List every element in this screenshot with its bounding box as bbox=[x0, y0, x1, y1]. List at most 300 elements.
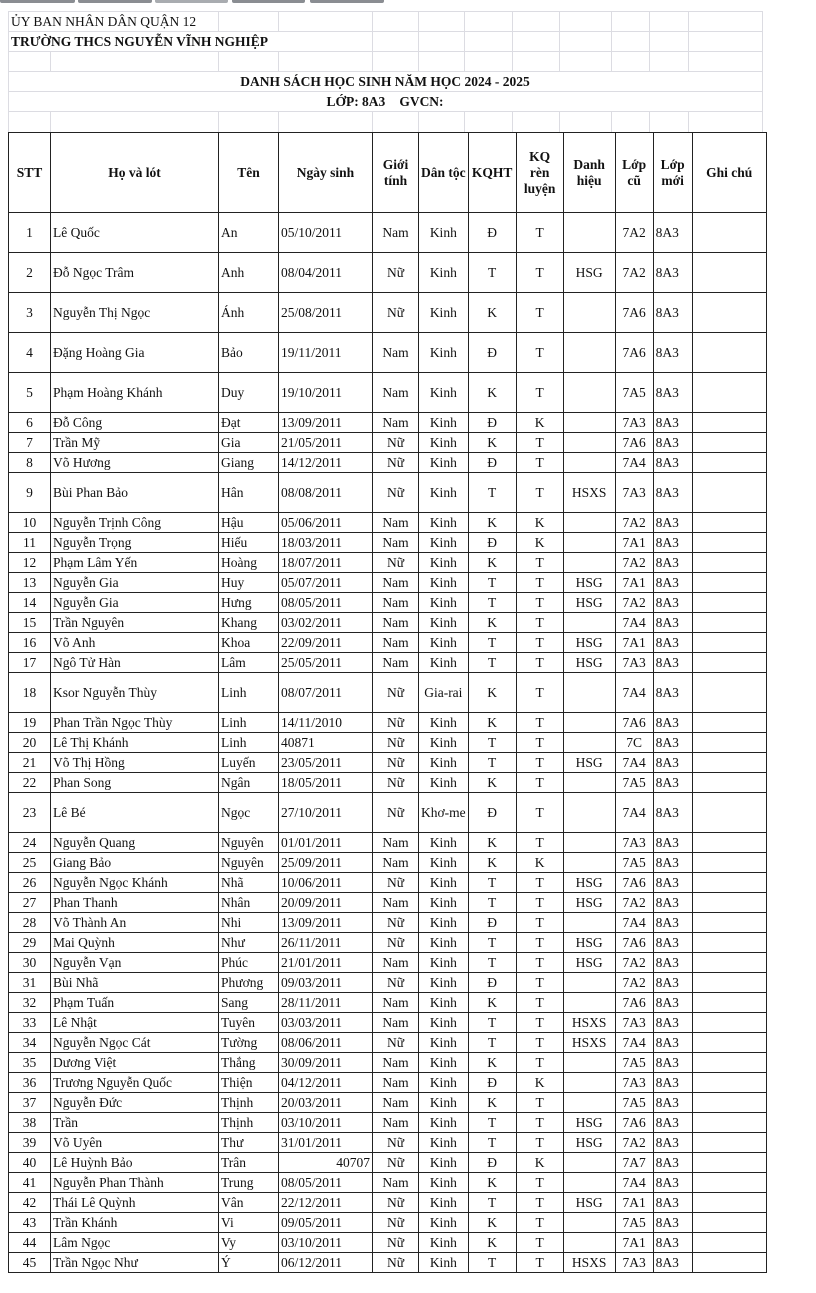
gioi-tinh-cell[interactable]: Nam bbox=[373, 1173, 419, 1193]
stt-cell[interactable]: 13 bbox=[9, 573, 51, 593]
ten-cell[interactable]: Hân bbox=[219, 473, 279, 513]
ghi-chu-cell[interactable] bbox=[692, 1053, 766, 1073]
kqht-cell[interactable]: T bbox=[468, 1013, 516, 1033]
ngay-sinh-cell[interactable]: 09/03/2011 bbox=[279, 973, 373, 993]
stt-cell[interactable]: 32 bbox=[9, 993, 51, 1013]
dan-toc-cell[interactable]: Kinh bbox=[419, 833, 469, 853]
ten-cell[interactable]: Nguyên bbox=[219, 853, 279, 873]
ho-lot-cell[interactable]: Trần Nguyên bbox=[51, 613, 219, 633]
col-header-dan-toc[interactable]: Dân tộc bbox=[419, 133, 469, 213]
gioi-tinh-cell[interactable]: Nữ bbox=[373, 293, 419, 333]
ho-lot-cell[interactable]: Nguyễn Trọng bbox=[51, 533, 219, 553]
kqht-cell[interactable]: T bbox=[468, 1133, 516, 1153]
gioi-tinh-cell[interactable]: Nam bbox=[373, 653, 419, 673]
ren-luyen-cell[interactable]: T bbox=[516, 333, 563, 373]
ten-cell[interactable]: Nguyên bbox=[219, 833, 279, 853]
gioi-tinh-cell[interactable]: Nữ bbox=[373, 1153, 419, 1173]
ren-luyen-cell[interactable]: T bbox=[516, 1113, 563, 1133]
ten-cell[interactable]: Thịnh bbox=[219, 1093, 279, 1113]
dan-toc-cell[interactable]: Kinh bbox=[419, 1113, 469, 1133]
ngay-sinh-cell[interactable]: 03/10/2011 bbox=[279, 1233, 373, 1253]
kqht-cell[interactable]: K bbox=[468, 293, 516, 333]
lop-cu-cell[interactable]: 7A4 bbox=[615, 1173, 653, 1193]
ghi-chu-cell[interactable] bbox=[692, 473, 766, 513]
lop-cu-cell[interactable]: 7A2 bbox=[615, 893, 653, 913]
ho-lot-cell[interactable]: Phạm Hoàng Khánh bbox=[51, 373, 219, 413]
ngay-sinh-cell[interactable]: 18/05/2011 bbox=[279, 773, 373, 793]
danh-hieu-cell[interactable] bbox=[563, 333, 615, 373]
ghi-chu-cell[interactable] bbox=[692, 873, 766, 893]
col-header-ho-lot[interactable]: Họ và lót bbox=[51, 133, 219, 213]
kqht-cell[interactable]: T bbox=[468, 473, 516, 513]
danh-hieu-cell[interactable] bbox=[563, 853, 615, 873]
ngay-sinh-cell[interactable]: 19/10/2011 bbox=[279, 373, 373, 413]
lop-moi-cell[interactable]: 8A3 bbox=[653, 553, 692, 573]
stt-cell[interactable]: 31 bbox=[9, 973, 51, 993]
ngay-sinh-cell[interactable]: 40871 bbox=[279, 733, 373, 753]
lop-cu-cell[interactable]: 7A6 bbox=[615, 1113, 653, 1133]
lop-cu-cell[interactable]: 7A6 bbox=[615, 713, 653, 733]
dan-toc-cell[interactable]: Kinh bbox=[419, 873, 469, 893]
ngay-sinh-cell[interactable]: 19/11/2011 bbox=[279, 333, 373, 373]
lop-moi-cell[interactable]: 8A3 bbox=[653, 773, 692, 793]
dan-toc-cell[interactable]: Kinh bbox=[419, 993, 469, 1013]
dan-toc-cell[interactable]: Kinh bbox=[419, 613, 469, 633]
lop-cu-cell[interactable]: 7A5 bbox=[615, 1213, 653, 1233]
lop-cu-cell[interactable]: 7A6 bbox=[615, 933, 653, 953]
lop-cu-cell[interactable]: 7A1 bbox=[615, 533, 653, 553]
stt-cell[interactable]: 8 bbox=[9, 453, 51, 473]
danh-hieu-cell[interactable]: HSG bbox=[563, 1193, 615, 1213]
gioi-tinh-cell[interactable]: Nam bbox=[373, 1013, 419, 1033]
ngay-sinh-cell[interactable]: 21/05/2011 bbox=[279, 433, 373, 453]
ngay-sinh-cell[interactable]: 04/12/2011 bbox=[279, 1073, 373, 1093]
lop-moi-cell[interactable]: 8A3 bbox=[653, 853, 692, 873]
gioi-tinh-cell[interactable]: Nữ bbox=[373, 713, 419, 733]
stt-cell[interactable]: 36 bbox=[9, 1073, 51, 1093]
stt-cell[interactable]: 30 bbox=[9, 953, 51, 973]
lop-cu-cell[interactable]: 7A2 bbox=[615, 513, 653, 533]
ren-luyen-cell[interactable]: T bbox=[516, 933, 563, 953]
lop-cu-cell[interactable]: 7A2 bbox=[615, 953, 653, 973]
ho-lot-cell[interactable]: Trương Nguyễn Quốc bbox=[51, 1073, 219, 1093]
lop-cu-cell[interactable]: 7A2 bbox=[615, 253, 653, 293]
gioi-tinh-cell[interactable]: Nữ bbox=[373, 933, 419, 953]
danh-hieu-cell[interactable] bbox=[563, 433, 615, 453]
stt-cell[interactable]: 24 bbox=[9, 833, 51, 853]
ngay-sinh-cell[interactable]: 13/09/2011 bbox=[279, 413, 373, 433]
kqht-cell[interactable]: Đ bbox=[468, 1073, 516, 1093]
ten-cell[interactable]: Hậu bbox=[219, 513, 279, 533]
stt-cell[interactable]: 28 bbox=[9, 913, 51, 933]
sheet-tab[interactable] bbox=[232, 0, 305, 3]
ten-cell[interactable]: Thịnh bbox=[219, 1113, 279, 1133]
kqht-cell[interactable]: Đ bbox=[468, 973, 516, 993]
ten-cell[interactable]: Vy bbox=[219, 1233, 279, 1253]
ngay-sinh-cell[interactable]: 14/11/2010 bbox=[279, 713, 373, 733]
ten-cell[interactable]: Thư bbox=[219, 1133, 279, 1153]
ngay-sinh-cell[interactable]: 21/01/2011 bbox=[279, 953, 373, 973]
danh-hieu-cell[interactable] bbox=[563, 733, 615, 753]
danh-hieu-cell[interactable] bbox=[563, 1093, 615, 1113]
danh-hieu-cell[interactable] bbox=[563, 1173, 615, 1193]
ten-cell[interactable]: Linh bbox=[219, 733, 279, 753]
danh-hieu-cell[interactable]: HSG bbox=[563, 933, 615, 953]
ho-lot-cell[interactable]: Ngô Tử Hàn bbox=[51, 653, 219, 673]
kqht-cell[interactable]: K bbox=[468, 1213, 516, 1233]
ho-lot-cell[interactable]: Lê Huỳnh Bảo bbox=[51, 1153, 219, 1173]
dan-toc-cell[interactable]: Kinh bbox=[419, 1173, 469, 1193]
kqht-cell[interactable]: T bbox=[468, 1253, 516, 1273]
stt-cell[interactable]: 10 bbox=[9, 513, 51, 533]
ten-cell[interactable]: Vân bbox=[219, 1193, 279, 1213]
danh-hieu-cell[interactable]: HSG bbox=[563, 1133, 615, 1153]
ghi-chu-cell[interactable] bbox=[692, 933, 766, 953]
ho-lot-cell[interactable]: Trần Mỹ bbox=[51, 433, 219, 453]
lop-moi-cell[interactable]: 8A3 bbox=[653, 793, 692, 833]
ngay-sinh-cell[interactable]: 27/10/2011 bbox=[279, 793, 373, 833]
ren-luyen-cell[interactable]: K bbox=[516, 513, 563, 533]
ho-lot-cell[interactable]: Nguyễn Ngọc Cát bbox=[51, 1033, 219, 1053]
dan-toc-cell[interactable]: Kinh bbox=[419, 733, 469, 753]
ho-lot-cell[interactable]: Trần bbox=[51, 1113, 219, 1133]
ho-lot-cell[interactable]: Võ Uyên bbox=[51, 1133, 219, 1153]
kqht-cell[interactable]: T bbox=[468, 653, 516, 673]
ten-cell[interactable]: Huy bbox=[219, 573, 279, 593]
ho-lot-cell[interactable]: Võ Hương bbox=[51, 453, 219, 473]
stt-cell[interactable]: 18 bbox=[9, 673, 51, 713]
ten-cell[interactable]: Khoa bbox=[219, 633, 279, 653]
ren-luyen-cell[interactable]: T bbox=[516, 253, 563, 293]
ngay-sinh-cell[interactable]: 30/09/2011 bbox=[279, 1053, 373, 1073]
ten-cell[interactable]: Khang bbox=[219, 613, 279, 633]
col-header-gioi-tinh[interactable]: Giới tính bbox=[373, 133, 419, 213]
ten-cell[interactable]: Đạt bbox=[219, 413, 279, 433]
gioi-tinh-cell[interactable]: Nữ bbox=[373, 1033, 419, 1053]
lop-moi-cell[interactable]: 8A3 bbox=[653, 1113, 692, 1133]
kqht-cell[interactable]: T bbox=[468, 873, 516, 893]
ngay-sinh-cell[interactable]: 25/05/2011 bbox=[279, 653, 373, 673]
dan-toc-cell[interactable]: Gia-rai bbox=[419, 673, 469, 713]
lop-cu-cell[interactable]: 7A1 bbox=[615, 573, 653, 593]
lop-moi-cell[interactable]: 8A3 bbox=[653, 213, 692, 253]
ten-cell[interactable]: Ngân bbox=[219, 773, 279, 793]
ngay-sinh-cell[interactable]: 28/11/2011 bbox=[279, 993, 373, 1013]
dan-toc-cell[interactable]: Kinh bbox=[419, 213, 469, 253]
ren-luyen-cell[interactable]: T bbox=[516, 713, 563, 733]
kqht-cell[interactable]: Đ bbox=[468, 453, 516, 473]
ngay-sinh-cell[interactable]: 20/03/2011 bbox=[279, 1093, 373, 1113]
gioi-tinh-cell[interactable]: Nữ bbox=[373, 753, 419, 773]
lop-cu-cell[interactable]: 7A4 bbox=[615, 753, 653, 773]
lop-cu-cell[interactable]: 7A2 bbox=[615, 593, 653, 613]
ren-luyen-cell[interactable]: K bbox=[516, 533, 563, 553]
stt-cell[interactable]: 15 bbox=[9, 613, 51, 633]
ho-lot-cell[interactable]: Nguyễn Trịnh Công bbox=[51, 513, 219, 533]
danh-hieu-cell[interactable]: HSXS bbox=[563, 1253, 615, 1273]
ghi-chu-cell[interactable] bbox=[692, 253, 766, 293]
danh-hieu-cell[interactable]: HSG bbox=[563, 593, 615, 613]
lop-moi-cell[interactable]: 8A3 bbox=[653, 533, 692, 553]
gioi-tinh-cell[interactable]: Nữ bbox=[373, 733, 419, 753]
ren-luyen-cell[interactable]: T bbox=[516, 553, 563, 573]
stt-cell[interactable]: 43 bbox=[9, 1213, 51, 1233]
ten-cell[interactable]: Hoàng bbox=[219, 553, 279, 573]
ten-cell[interactable]: Ý bbox=[219, 1253, 279, 1273]
ghi-chu-cell[interactable] bbox=[692, 713, 766, 733]
gioi-tinh-cell[interactable]: Nam bbox=[373, 593, 419, 613]
gioi-tinh-cell[interactable]: Nam bbox=[373, 613, 419, 633]
ghi-chu-cell[interactable] bbox=[692, 793, 766, 833]
ghi-chu-cell[interactable] bbox=[692, 1153, 766, 1173]
ngay-sinh-cell[interactable]: 06/12/2011 bbox=[279, 1253, 373, 1273]
lop-moi-cell[interactable]: 8A3 bbox=[653, 913, 692, 933]
danh-hieu-cell[interactable] bbox=[563, 913, 615, 933]
ghi-chu-cell[interactable] bbox=[692, 333, 766, 373]
ten-cell[interactable]: Ngọc bbox=[219, 793, 279, 833]
kqht-cell[interactable]: T bbox=[468, 893, 516, 913]
ren-luyen-cell[interactable]: T bbox=[516, 1253, 563, 1273]
lop-moi-cell[interactable]: 8A3 bbox=[653, 593, 692, 613]
danh-hieu-cell[interactable] bbox=[563, 453, 615, 473]
lop-cu-cell[interactable]: 7A1 bbox=[615, 633, 653, 653]
col-header-kq-ren-luyen[interactable]: KQ rèn luyện bbox=[516, 133, 563, 213]
ghi-chu-cell[interactable] bbox=[692, 1193, 766, 1213]
stt-cell[interactable]: 19 bbox=[9, 713, 51, 733]
kqht-cell[interactable]: Đ bbox=[468, 1153, 516, 1173]
gioi-tinh-cell[interactable]: Nữ bbox=[373, 913, 419, 933]
ten-cell[interactable]: Gia bbox=[219, 433, 279, 453]
kqht-cell[interactable]: K bbox=[468, 373, 516, 413]
lop-moi-cell[interactable]: 8A3 bbox=[653, 1013, 692, 1033]
lop-cu-cell[interactable]: 7A6 bbox=[615, 333, 653, 373]
ren-luyen-cell[interactable]: T bbox=[516, 593, 563, 613]
lop-moi-cell[interactable]: 8A3 bbox=[653, 1153, 692, 1173]
lop-cu-cell[interactable]: 7A5 bbox=[615, 1093, 653, 1113]
ren-luyen-cell[interactable]: T bbox=[516, 953, 563, 973]
col-header-lop-cu[interactable]: Lớp cũ bbox=[615, 133, 653, 213]
kqht-cell[interactable]: K bbox=[468, 1173, 516, 1193]
ngay-sinh-cell[interactable]: 25/08/2011 bbox=[279, 293, 373, 333]
stt-cell[interactable]: 11 bbox=[9, 533, 51, 553]
kqht-cell[interactable]: K bbox=[468, 713, 516, 733]
ho-lot-cell[interactable]: Nguyễn Phan Thành bbox=[51, 1173, 219, 1193]
ten-cell[interactable]: Luyến bbox=[219, 753, 279, 773]
dan-toc-cell[interactable]: Kinh bbox=[419, 1053, 469, 1073]
danh-hieu-cell[interactable]: HSG bbox=[563, 893, 615, 913]
dan-toc-cell[interactable]: Kinh bbox=[419, 713, 469, 733]
ren-luyen-cell[interactable]: K bbox=[516, 853, 563, 873]
ngay-sinh-cell[interactable]: 03/02/2011 bbox=[279, 613, 373, 633]
dan-toc-cell[interactable]: Kinh bbox=[419, 473, 469, 513]
ren-luyen-cell[interactable]: T bbox=[516, 1133, 563, 1153]
ghi-chu-cell[interactable] bbox=[692, 1093, 766, 1113]
kqht-cell[interactable]: K bbox=[468, 833, 516, 853]
dan-toc-cell[interactable]: Kinh bbox=[419, 1033, 469, 1053]
ren-luyen-cell[interactable]: T bbox=[516, 993, 563, 1013]
ren-luyen-cell[interactable]: T bbox=[516, 1093, 563, 1113]
lop-moi-cell[interactable]: 8A3 bbox=[653, 753, 692, 773]
ho-lot-cell[interactable]: Võ Thị Hồng bbox=[51, 753, 219, 773]
ghi-chu-cell[interactable] bbox=[692, 293, 766, 333]
ngay-sinh-cell[interactable]: 08/04/2011 bbox=[279, 253, 373, 293]
lop-cu-cell[interactable]: 7A5 bbox=[615, 373, 653, 413]
dan-toc-cell[interactable]: Kinh bbox=[419, 1193, 469, 1213]
kqht-cell[interactable]: Đ bbox=[468, 793, 516, 833]
dan-toc-cell[interactable]: Kinh bbox=[419, 893, 469, 913]
dan-toc-cell[interactable]: Kinh bbox=[419, 653, 469, 673]
gioi-tinh-cell[interactable]: Nữ bbox=[373, 1253, 419, 1273]
stt-cell[interactable]: 40 bbox=[9, 1153, 51, 1173]
ghi-chu-cell[interactable] bbox=[692, 753, 766, 773]
kqht-cell[interactable]: Đ bbox=[468, 413, 516, 433]
ghi-chu-cell[interactable] bbox=[692, 433, 766, 453]
ten-cell[interactable]: Linh bbox=[219, 713, 279, 733]
kqht-cell[interactable]: T bbox=[468, 1193, 516, 1213]
stt-cell[interactable]: 6 bbox=[9, 413, 51, 433]
ngay-sinh-cell[interactable]: 08/08/2011 bbox=[279, 473, 373, 513]
ngay-sinh-cell[interactable]: 03/03/2011 bbox=[279, 1013, 373, 1033]
gioi-tinh-cell[interactable]: Nữ bbox=[373, 873, 419, 893]
danh-hieu-cell[interactable]: HSG bbox=[563, 253, 615, 293]
ho-lot-cell[interactable]: Nguyễn Vạn bbox=[51, 953, 219, 973]
kqht-cell[interactable]: K bbox=[468, 613, 516, 633]
dan-toc-cell[interactable]: Kinh bbox=[419, 453, 469, 473]
stt-cell[interactable]: 44 bbox=[9, 1233, 51, 1253]
ten-cell[interactable]: Như bbox=[219, 933, 279, 953]
ngay-sinh-cell[interactable]: 05/10/2011 bbox=[279, 213, 373, 253]
dan-toc-cell[interactable]: Kinh bbox=[419, 633, 469, 653]
dan-toc-cell[interactable]: Kinh bbox=[419, 1073, 469, 1093]
ho-lot-cell[interactable]: Dương Việt bbox=[51, 1053, 219, 1073]
ghi-chu-cell[interactable] bbox=[692, 1073, 766, 1093]
gioi-tinh-cell[interactable]: Nam bbox=[373, 373, 419, 413]
ren-luyen-cell[interactable]: T bbox=[516, 1033, 563, 1053]
ghi-chu-cell[interactable] bbox=[692, 653, 766, 673]
lop-cu-cell[interactable]: 7A4 bbox=[615, 1033, 653, 1053]
dan-toc-cell[interactable]: Kinh bbox=[419, 413, 469, 433]
lop-moi-cell[interactable]: 8A3 bbox=[653, 1233, 692, 1253]
dan-toc-cell[interactable]: Kinh bbox=[419, 1013, 469, 1033]
kqht-cell[interactable]: K bbox=[468, 673, 516, 713]
gioi-tinh-cell[interactable]: Nữ bbox=[373, 773, 419, 793]
danh-hieu-cell[interactable]: HSG bbox=[563, 653, 615, 673]
lop-moi-cell[interactable]: 8A3 bbox=[653, 633, 692, 653]
ho-lot-cell[interactable]: Mai Quỳnh bbox=[51, 933, 219, 953]
ten-cell[interactable]: Giang bbox=[219, 453, 279, 473]
lop-cu-cell[interactable]: 7A5 bbox=[615, 853, 653, 873]
danh-hieu-cell[interactable] bbox=[563, 413, 615, 433]
col-header-danh-hieu[interactable]: Danh hiệu bbox=[563, 133, 615, 213]
danh-hieu-cell[interactable] bbox=[563, 1233, 615, 1253]
stt-cell[interactable]: 41 bbox=[9, 1173, 51, 1193]
stt-cell[interactable]: 39 bbox=[9, 1133, 51, 1153]
danh-hieu-cell[interactable] bbox=[563, 373, 615, 413]
lop-moi-cell[interactable]: 8A3 bbox=[653, 833, 692, 853]
danh-hieu-cell[interactable] bbox=[563, 973, 615, 993]
ghi-chu-cell[interactable] bbox=[692, 1173, 766, 1193]
lop-cu-cell[interactable]: 7A6 bbox=[615, 433, 653, 453]
gioi-tinh-cell[interactable]: Nam bbox=[373, 993, 419, 1013]
lop-moi-cell[interactable]: 8A3 bbox=[653, 1213, 692, 1233]
ngay-sinh-cell[interactable]: 05/06/2011 bbox=[279, 513, 373, 533]
ho-lot-cell[interactable]: Phạm Tuấn bbox=[51, 993, 219, 1013]
ho-lot-cell[interactable]: Lê Quốc bbox=[51, 213, 219, 253]
lop-cu-cell[interactable]: 7A7 bbox=[615, 1153, 653, 1173]
ghi-chu-cell[interactable] bbox=[692, 1253, 766, 1273]
kqht-cell[interactable]: Đ bbox=[468, 913, 516, 933]
ngay-sinh-cell[interactable]: 31/01/2011 bbox=[279, 1133, 373, 1153]
lop-moi-cell[interactable]: 8A3 bbox=[653, 1073, 692, 1093]
ten-cell[interactable]: Nhã bbox=[219, 873, 279, 893]
gioi-tinh-cell[interactable]: Nữ bbox=[373, 453, 419, 473]
kqht-cell[interactable]: T bbox=[468, 1113, 516, 1133]
col-header-ngay-sinh[interactable]: Ngày sinh bbox=[279, 133, 373, 213]
ten-cell[interactable]: Linh bbox=[219, 673, 279, 713]
danh-hieu-cell[interactable]: HSG bbox=[563, 953, 615, 973]
stt-cell[interactable]: 29 bbox=[9, 933, 51, 953]
ren-luyen-cell[interactable]: K bbox=[516, 1153, 563, 1173]
stt-cell[interactable]: 16 bbox=[9, 633, 51, 653]
gioi-tinh-cell[interactable]: Nam bbox=[373, 333, 419, 373]
ghi-chu-cell[interactable] bbox=[692, 213, 766, 253]
ten-cell[interactable]: Nhân bbox=[219, 893, 279, 913]
kqht-cell[interactable]: K bbox=[468, 1053, 516, 1073]
gioi-tinh-cell[interactable]: Nam bbox=[373, 633, 419, 653]
kqht-cell[interactable]: T bbox=[468, 953, 516, 973]
ren-luyen-cell[interactable]: T bbox=[516, 433, 563, 453]
ho-lot-cell[interactable]: Phan Thanh bbox=[51, 893, 219, 913]
dan-toc-cell[interactable]: Kinh bbox=[419, 433, 469, 453]
ho-lot-cell[interactable]: Nguyễn Thị Ngọc bbox=[51, 293, 219, 333]
sheet-tab[interactable] bbox=[155, 0, 228, 3]
lop-moi-cell[interactable]: 8A3 bbox=[653, 473, 692, 513]
ren-luyen-cell[interactable]: T bbox=[516, 633, 563, 653]
lop-cu-cell[interactable]: 7A3 bbox=[615, 1073, 653, 1093]
danh-hieu-cell[interactable]: HSXS bbox=[563, 1013, 615, 1033]
ho-lot-cell[interactable]: Phan Song bbox=[51, 773, 219, 793]
kqht-cell[interactable]: K bbox=[468, 553, 516, 573]
dan-toc-cell[interactable]: Kinh bbox=[419, 773, 469, 793]
ghi-chu-cell[interactable] bbox=[692, 573, 766, 593]
lop-moi-cell[interactable]: 8A3 bbox=[653, 373, 692, 413]
lop-cu-cell[interactable]: 7A2 bbox=[615, 1133, 653, 1153]
dan-toc-cell[interactable]: Kinh bbox=[419, 1233, 469, 1253]
dan-toc-cell[interactable]: Kinh bbox=[419, 293, 469, 333]
ten-cell[interactable]: Bảo bbox=[219, 333, 279, 373]
gioi-tinh-cell[interactable]: Nữ bbox=[373, 1133, 419, 1153]
lop-cu-cell[interactable]: 7A1 bbox=[615, 1193, 653, 1213]
ho-lot-cell[interactable]: Lê Thị Khánh bbox=[51, 733, 219, 753]
stt-cell[interactable]: 42 bbox=[9, 1193, 51, 1213]
kqht-cell[interactable]: T bbox=[468, 253, 516, 293]
lop-moi-cell[interactable]: 8A3 bbox=[653, 713, 692, 733]
ghi-chu-cell[interactable] bbox=[692, 673, 766, 713]
lop-cu-cell[interactable]: 7A4 bbox=[615, 453, 653, 473]
dan-toc-cell[interactable]: Kinh bbox=[419, 373, 469, 413]
kqht-cell[interactable]: Đ bbox=[468, 333, 516, 373]
lop-moi-cell[interactable]: 8A3 bbox=[653, 973, 692, 993]
stt-cell[interactable]: 38 bbox=[9, 1113, 51, 1133]
ren-luyen-cell[interactable]: T bbox=[516, 873, 563, 893]
stt-cell[interactable]: 25 bbox=[9, 853, 51, 873]
kqht-cell[interactable]: K bbox=[468, 1233, 516, 1253]
lop-cu-cell[interactable]: 7A3 bbox=[615, 1013, 653, 1033]
ghi-chu-cell[interactable] bbox=[692, 1033, 766, 1053]
danh-hieu-cell[interactable] bbox=[563, 1073, 615, 1093]
danh-hieu-cell[interactable] bbox=[563, 1213, 615, 1233]
lop-cu-cell[interactable]: 7A2 bbox=[615, 553, 653, 573]
